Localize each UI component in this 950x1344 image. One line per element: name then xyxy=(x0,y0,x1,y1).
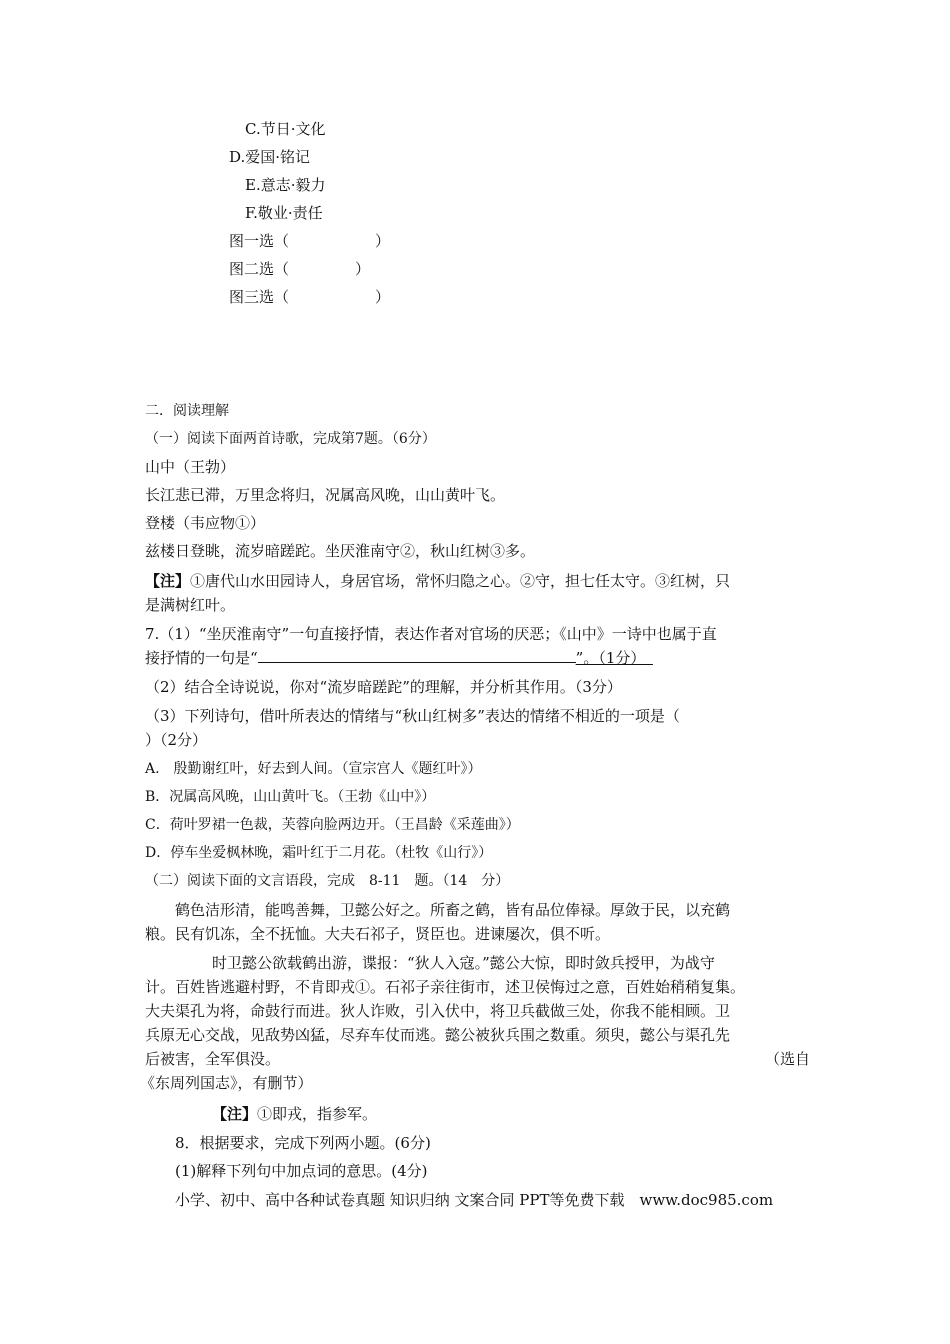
pick-1-label: 图一选（ xyxy=(229,232,290,250)
para2-line-4: 兵原无心交战，见敌势凶猛，尽弃车仗而逃。懿公被狄兵围之数重。须臾，懿公与渠孔先 xyxy=(145,1026,731,1044)
note-mark: 【注】 xyxy=(145,572,191,590)
pick-3 xyxy=(229,287,390,307)
poem1-text: 长江悲已滞，万里念将归，况属高风晚，山山黄叶飞。 xyxy=(145,486,506,504)
pick-2-close: ） xyxy=(355,260,371,278)
part2-intro: （二）阅读下面的文言语段，完成 8-11 题。（14 分） xyxy=(145,873,510,889)
para2-line-1: 时卫懿公欲载鹤出游，谍报：“狄人入寇。”懿公大惊，即时敛兵授甲，为战守 xyxy=(212,954,715,972)
part1-intro: （一）阅读下面两首诗歌，完成第7题。（6分） xyxy=(145,431,436,447)
pick-3-close: ） xyxy=(375,288,391,306)
q7-1-prefix: 接抒情的一句是“ xyxy=(145,649,258,667)
note-line-1 xyxy=(145,571,730,591)
poem2-title: 登楼（韦应物①） xyxy=(145,514,266,532)
para2-line-3: 大夫渠孔为将，命鼓行而进。狄人诈败，引入伏中，将卫兵截做三处，你我不能相顾。卫 xyxy=(145,1002,731,1020)
note2-mark: 【注】 xyxy=(212,1105,258,1123)
pick-1-close: ） xyxy=(375,232,391,250)
source-title: 《东周列国志》，有删节） xyxy=(140,1074,313,1092)
source-start: （选自 xyxy=(765,1050,811,1068)
option-c: C.节日·文化 xyxy=(245,120,326,138)
pick-2-label: 图二选（ xyxy=(229,260,290,278)
pick-2 xyxy=(229,259,370,279)
para1-line-1: 鹤色洁形清，能鸣善舞，卫懿公好之。所畜之鹤，皆有品位俸禄。厚敛于民，以充鹤 xyxy=(175,901,731,919)
note2-text: ①即戎，指参军。 xyxy=(257,1105,378,1123)
para2-line-2: 计。百姓皆逃避村野，不肯即戎①。石祁子亲往街市，述卫侯悔过之意，百姓始稍稍复集。 xyxy=(145,978,746,996)
choice-a: A. 殷勤谢红叶，好去到人间。（宣宗宫人《题红叶》） xyxy=(145,761,482,777)
note2-line xyxy=(212,1104,377,1124)
q7-3-line-1: （3）下列诗句，借叶所表达的情绪与“秋山红树多”表达的情绪不相近的一项是（ xyxy=(145,707,680,725)
para1-line-2: 粮。民有饥冻，全不抚恤。大夫石祁子，贤臣也。进谏屡次，俱不听。 xyxy=(145,925,611,943)
q7-1-line-2 xyxy=(145,648,653,668)
q7-1-line-1: 7.（1）“坐厌淮南守”一句直接抒情，表达作者对官场的厌恶；《山中》一诗中也属于直 xyxy=(145,625,717,643)
note-line-2: 是满树红叶。 xyxy=(145,596,236,614)
choice-b: B．况属高风晚，山山黄叶飞。（王勃《山中》） xyxy=(145,789,436,805)
q7-2: （2）结合全诗说说，你对“流岁暗蹉跎”的理解，并分析其作用。（3分） xyxy=(145,678,622,696)
section-heading: 二．阅读理解 xyxy=(145,403,229,419)
option-d: D.爱国·铭记 xyxy=(229,148,311,166)
q8-1: (1)解释下列句中加点词的意思。(4分) xyxy=(175,1162,428,1180)
note-text-1: ①唐代山水田园诗人，身居官场，常怀归隐之心。②守，担七任太守。③红树，只 xyxy=(190,572,731,590)
choice-c: C．荷叶罗裙一色裁，芙蓉向脸两边开。（王昌龄《采莲曲》） xyxy=(145,817,520,833)
answer-blank[interactable] xyxy=(258,648,576,663)
poem2-text: 兹楼日登眺，流岁暗蹉跎。坐厌淮南守②，秋山红树③多。 xyxy=(145,542,536,560)
poem1-title: 山中（王勃） xyxy=(145,458,236,476)
option-e: E.意志·毅力 xyxy=(245,176,326,194)
para2-line-5: 后被害，全军俱没。 xyxy=(145,1050,281,1068)
q8-heading: 8．根据要求，完成下列两小题。(6分) xyxy=(175,1134,431,1152)
choice-d: D．停车坐爱枫林晚，霜叶红于二月花。（杜牧《山行》） xyxy=(145,845,493,861)
option-f: F.敬业·责任 xyxy=(245,204,323,222)
pick-3-label: 图三选（ xyxy=(229,288,290,306)
q7-1-suffix: ”。（1分） xyxy=(575,649,638,667)
pick-1 xyxy=(229,231,390,251)
footer-text: 小学、初中、高中各种试卷真题 知识归纳 文案合同 PPT等免费下载 www.doc985.com xyxy=(175,1191,774,1209)
q7-3-line-2: ）（2分） xyxy=(145,731,208,749)
